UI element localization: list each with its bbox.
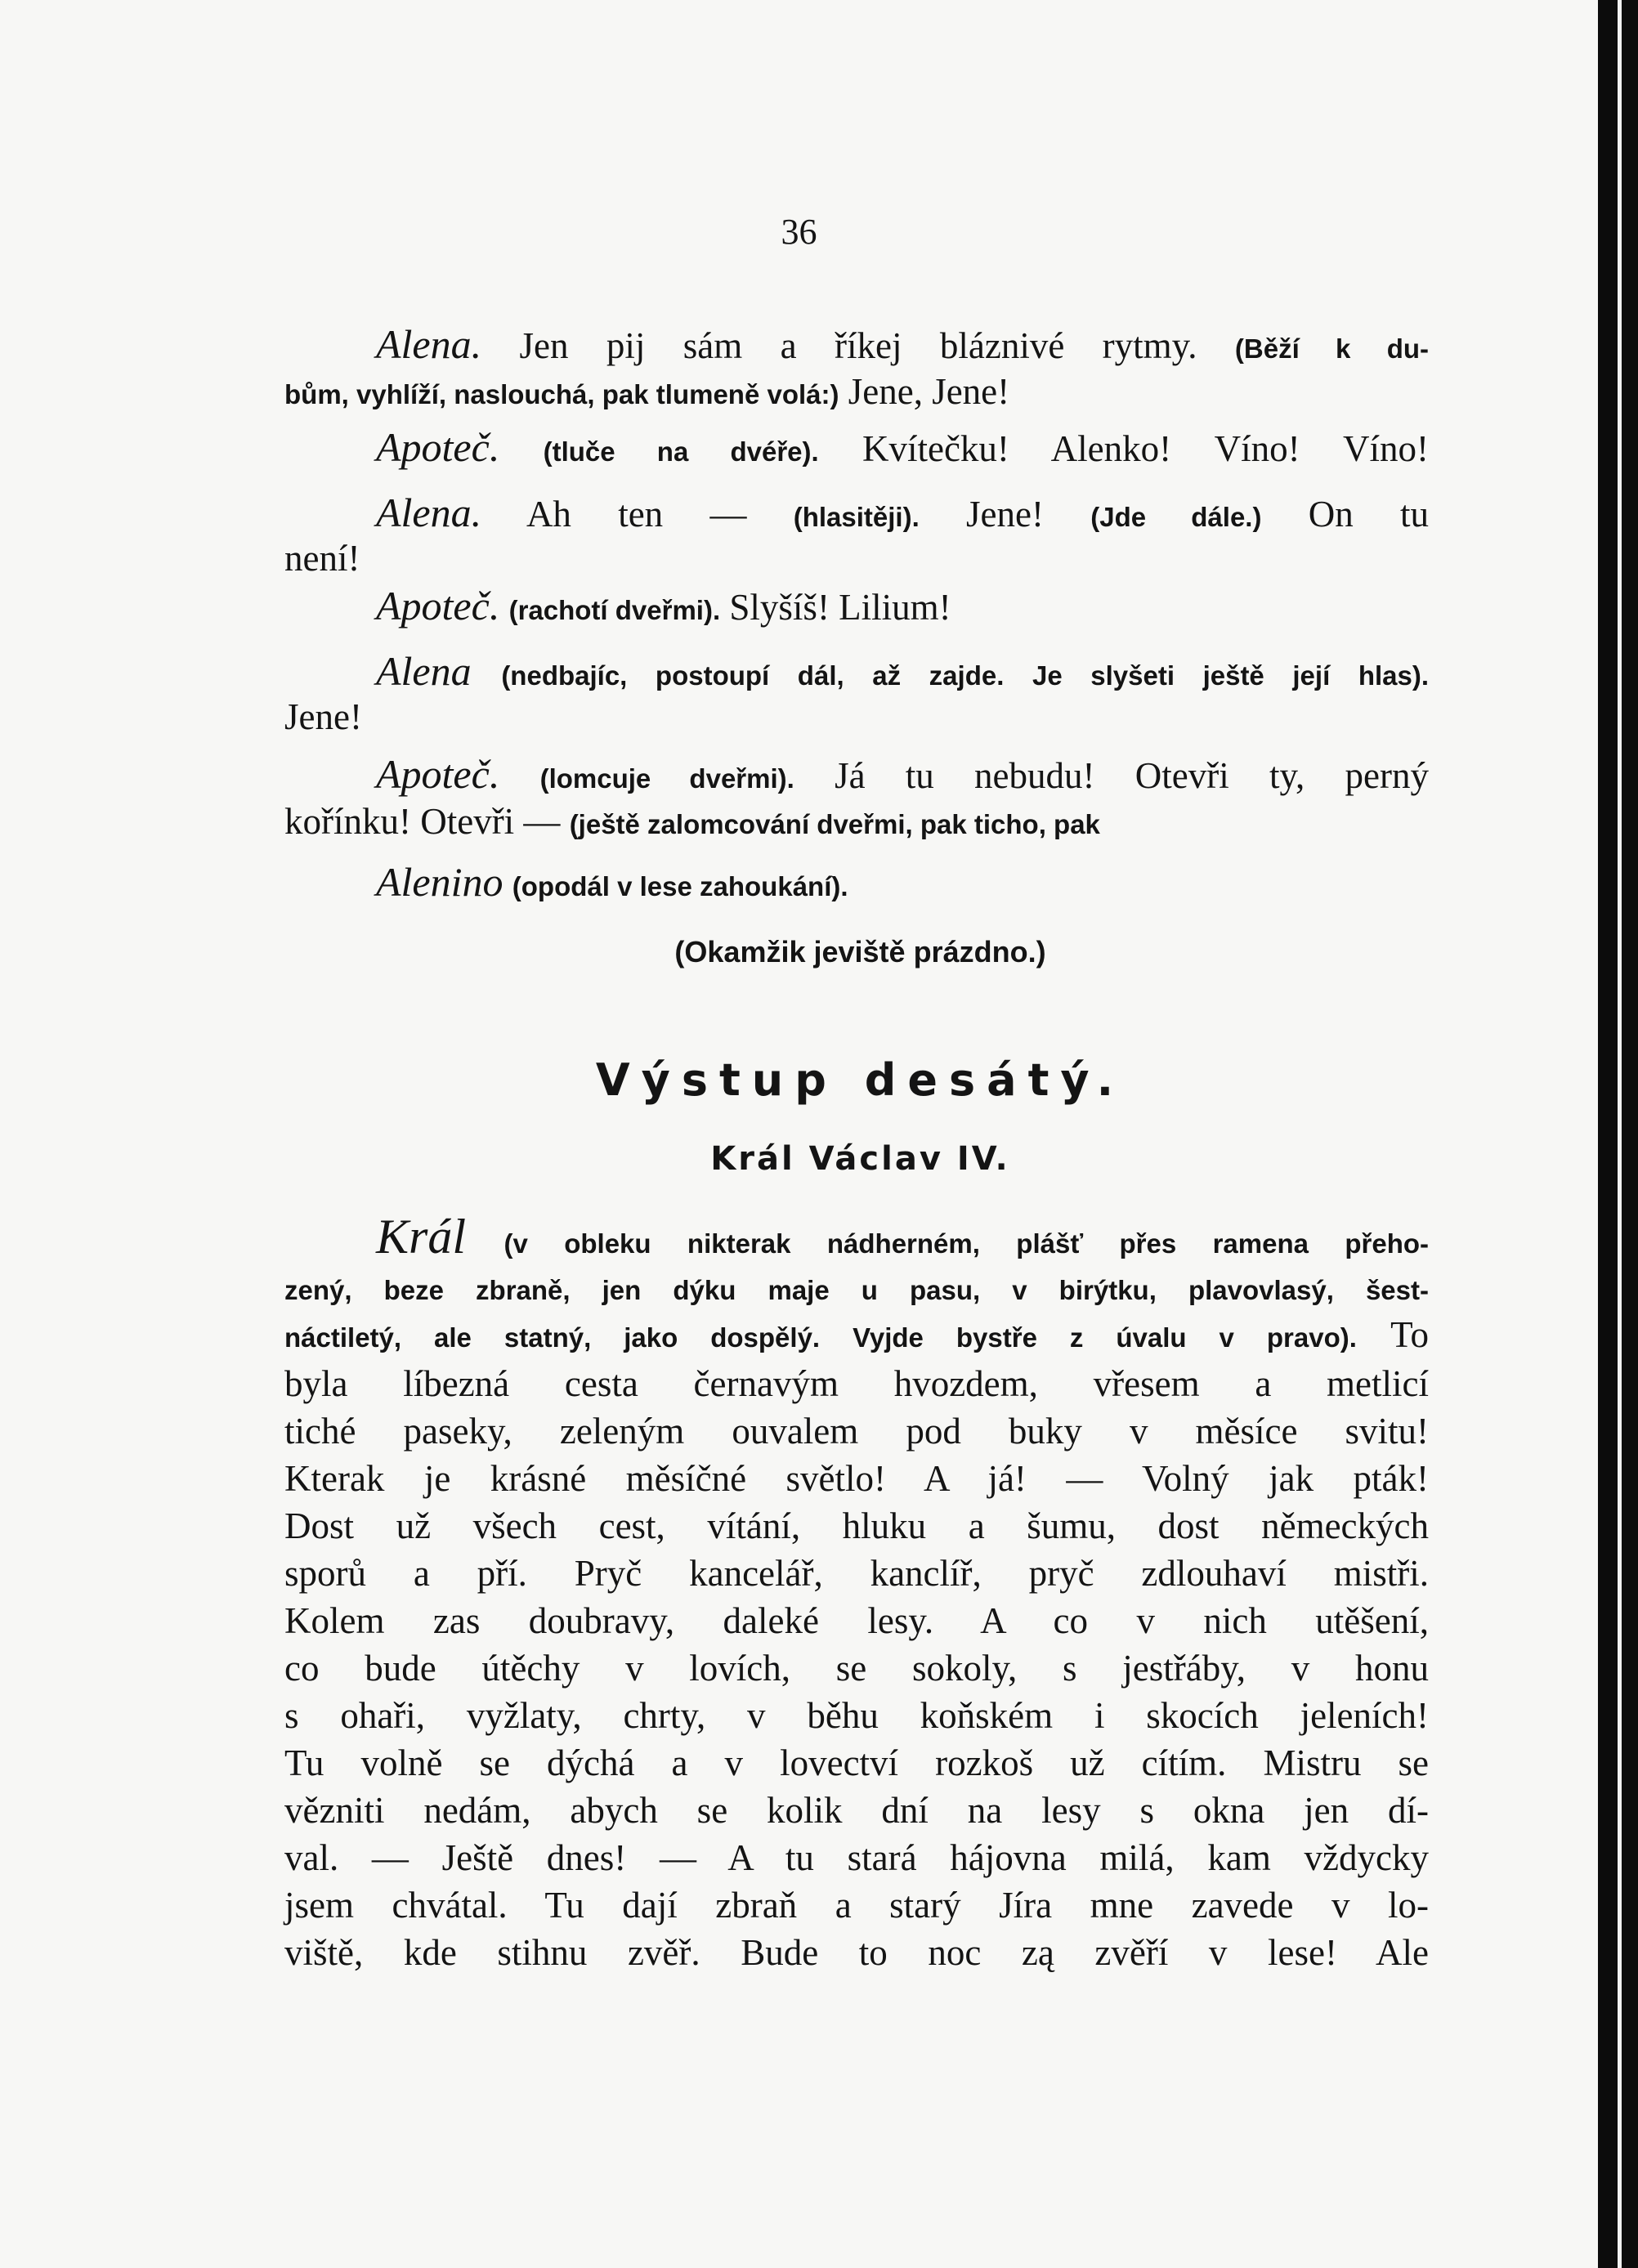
spoken-text: není!	[284, 538, 360, 579]
stage-direction: (nedbajíc, postoupí dál, až zajde. Je slyšeti ještě její hlas).	[501, 660, 1430, 691]
monologue-line: s ohaři, vyžlaty, chrty, v běhu koňském i skocích jeleních!	[284, 1695, 1429, 1736]
speaker-name: Alenino	[376, 859, 503, 905]
spoken-text: Já tu nebudu! Otevři ty, perný	[835, 755, 1429, 796]
spoken-text: kořínku! Otevři —	[284, 801, 561, 842]
monologue-line: Dost už všech cest, vítání, hluku a šumu, dost německých	[284, 1505, 1429, 1546]
stage-direction: (Běží k du-	[1234, 333, 1429, 364]
page-edge-highlight	[1618, 0, 1622, 2268]
monologue-line: Tu volně se dýchá a v lovectví rozkoš už cítím. Mistru se	[284, 1742, 1429, 1783]
page-edge-shadow	[1598, 0, 1638, 2268]
stage-direction: (v obleku nikterak nádherném, plášť přes ramena přeho-	[503, 1228, 1429, 1259]
spoken-text: Jen pij sám a říkej bláznivé rytmy.	[519, 325, 1197, 366]
monologue-line: Kterak je krásné měsíčné světlo! A já! — Volný jak pták!	[284, 1458, 1429, 1499]
spoken-text: Jene!	[966, 494, 1044, 535]
stage-direction: (hlasitěji).	[793, 502, 920, 532]
monologue-line: viště, kde stihnu zvěř. Bude to noc zą zvěří v lese! Ale	[284, 1932, 1429, 1973]
spoken-text: On tu	[1308, 494, 1429, 535]
dialogue-line	[284, 423, 1429, 476]
stage-direction: (ještě zalomcování dveřmi, pak ticho, pak	[569, 809, 1100, 839]
page-number: 36	[781, 212, 817, 252]
dialogue-line	[284, 858, 1429, 910]
dialogue-line	[284, 798, 1429, 848]
spoken-text: Ah ten —	[526, 494, 747, 535]
stage-direction: náctiletý, ale statný, jako dospělý. Vyjde bystře z úvalu v pravo).	[284, 1322, 1357, 1353]
stage-direction: (tluče na dvéře).	[543, 436, 819, 467]
scene-character: Král Václav IV.	[710, 1140, 1010, 1178]
speaker-name: Alena	[376, 648, 472, 694]
dialogue-line	[284, 647, 1429, 700]
monologue-line: Kolem zas doubravy, daleké lesy. A co v nich utěšení,	[284, 1600, 1429, 1641]
speaker-name: Apoteč.	[376, 583, 500, 629]
dialogue-line	[284, 582, 1429, 634]
dialogue-line	[284, 320, 1429, 373]
monologue-line: tiché paseky, zeleným ouvalem pod buky v měsíce svitu!	[284, 1411, 1429, 1452]
stage-direction: (opodál v lese zahoukání).	[512, 871, 848, 901]
dialogue-line	[284, 535, 1429, 582]
dialogue-line	[284, 1264, 1429, 1314]
spoken-text: Slyšíš! Lilium!	[729, 587, 951, 628]
speaker-name: Apoteč.	[376, 424, 500, 470]
dialogue-line	[284, 693, 1429, 740]
scene-title: Výstup desátý.	[595, 1054, 1126, 1106]
dialogue-line	[284, 750, 1429, 803]
stage-direction: zený, beze zbraně, jen dýku maje u pasu, v birýtku, plavovlasý, šest-	[284, 1275, 1429, 1305]
spoken-text: Jene, Jene!	[848, 371, 1010, 412]
stage-direction: (Jde dále.)	[1090, 502, 1262, 532]
dialogue-line	[284, 489, 1429, 541]
spoken-text: Kvítečku! Alenko! Víno! Víno!	[862, 428, 1430, 469]
stage-direction: (rachotí dveřmi).	[508, 595, 721, 625]
monologue-line: co bude útěchy v lovích, se sokoly, s jestřáby, v honu	[284, 1648, 1429, 1689]
stage-direction: (lomcuje dveřmi).	[539, 763, 794, 794]
speaker-name: Alena.	[376, 321, 482, 367]
dialogue-line	[284, 1311, 1429, 1362]
monologue-line: val. — Ještě dnes! — A tu stará hájovna milá, kam vždycky	[284, 1837, 1429, 1878]
monologue-line: sporů a pří. Pryč kancelář, kanclíř, pryč zdlouhaví mistři.	[284, 1553, 1429, 1594]
speaker-name: Král	[376, 1210, 467, 1264]
speaker-name: Alena.	[376, 490, 482, 535]
monologue-line: vězniti nedám, abych se kolik dní na lesy s okna jen dí-	[284, 1790, 1429, 1831]
spoken-text: Jene!	[284, 696, 362, 737]
dialogue-line	[284, 1210, 1429, 1268]
monologue-line: byla líbezná cesta černavým hvozdem, vřesem a metlicí	[284, 1363, 1429, 1404]
stage-direction: bům, vyhlíží, naslouchá, pak tlumeně volá:)	[284, 379, 839, 409]
monologue-line: jsem chvátal. Tu dají zbraň a starý Jíra mne zavede v lo-	[284, 1885, 1429, 1926]
speaker-name: Apoteč.	[376, 751, 500, 797]
dialogue-line	[284, 368, 1429, 418]
spoken-text: To	[1390, 1314, 1430, 1355]
stage-direction-center: (Okamžik jeviště prázdno.)	[674, 935, 1046, 968]
